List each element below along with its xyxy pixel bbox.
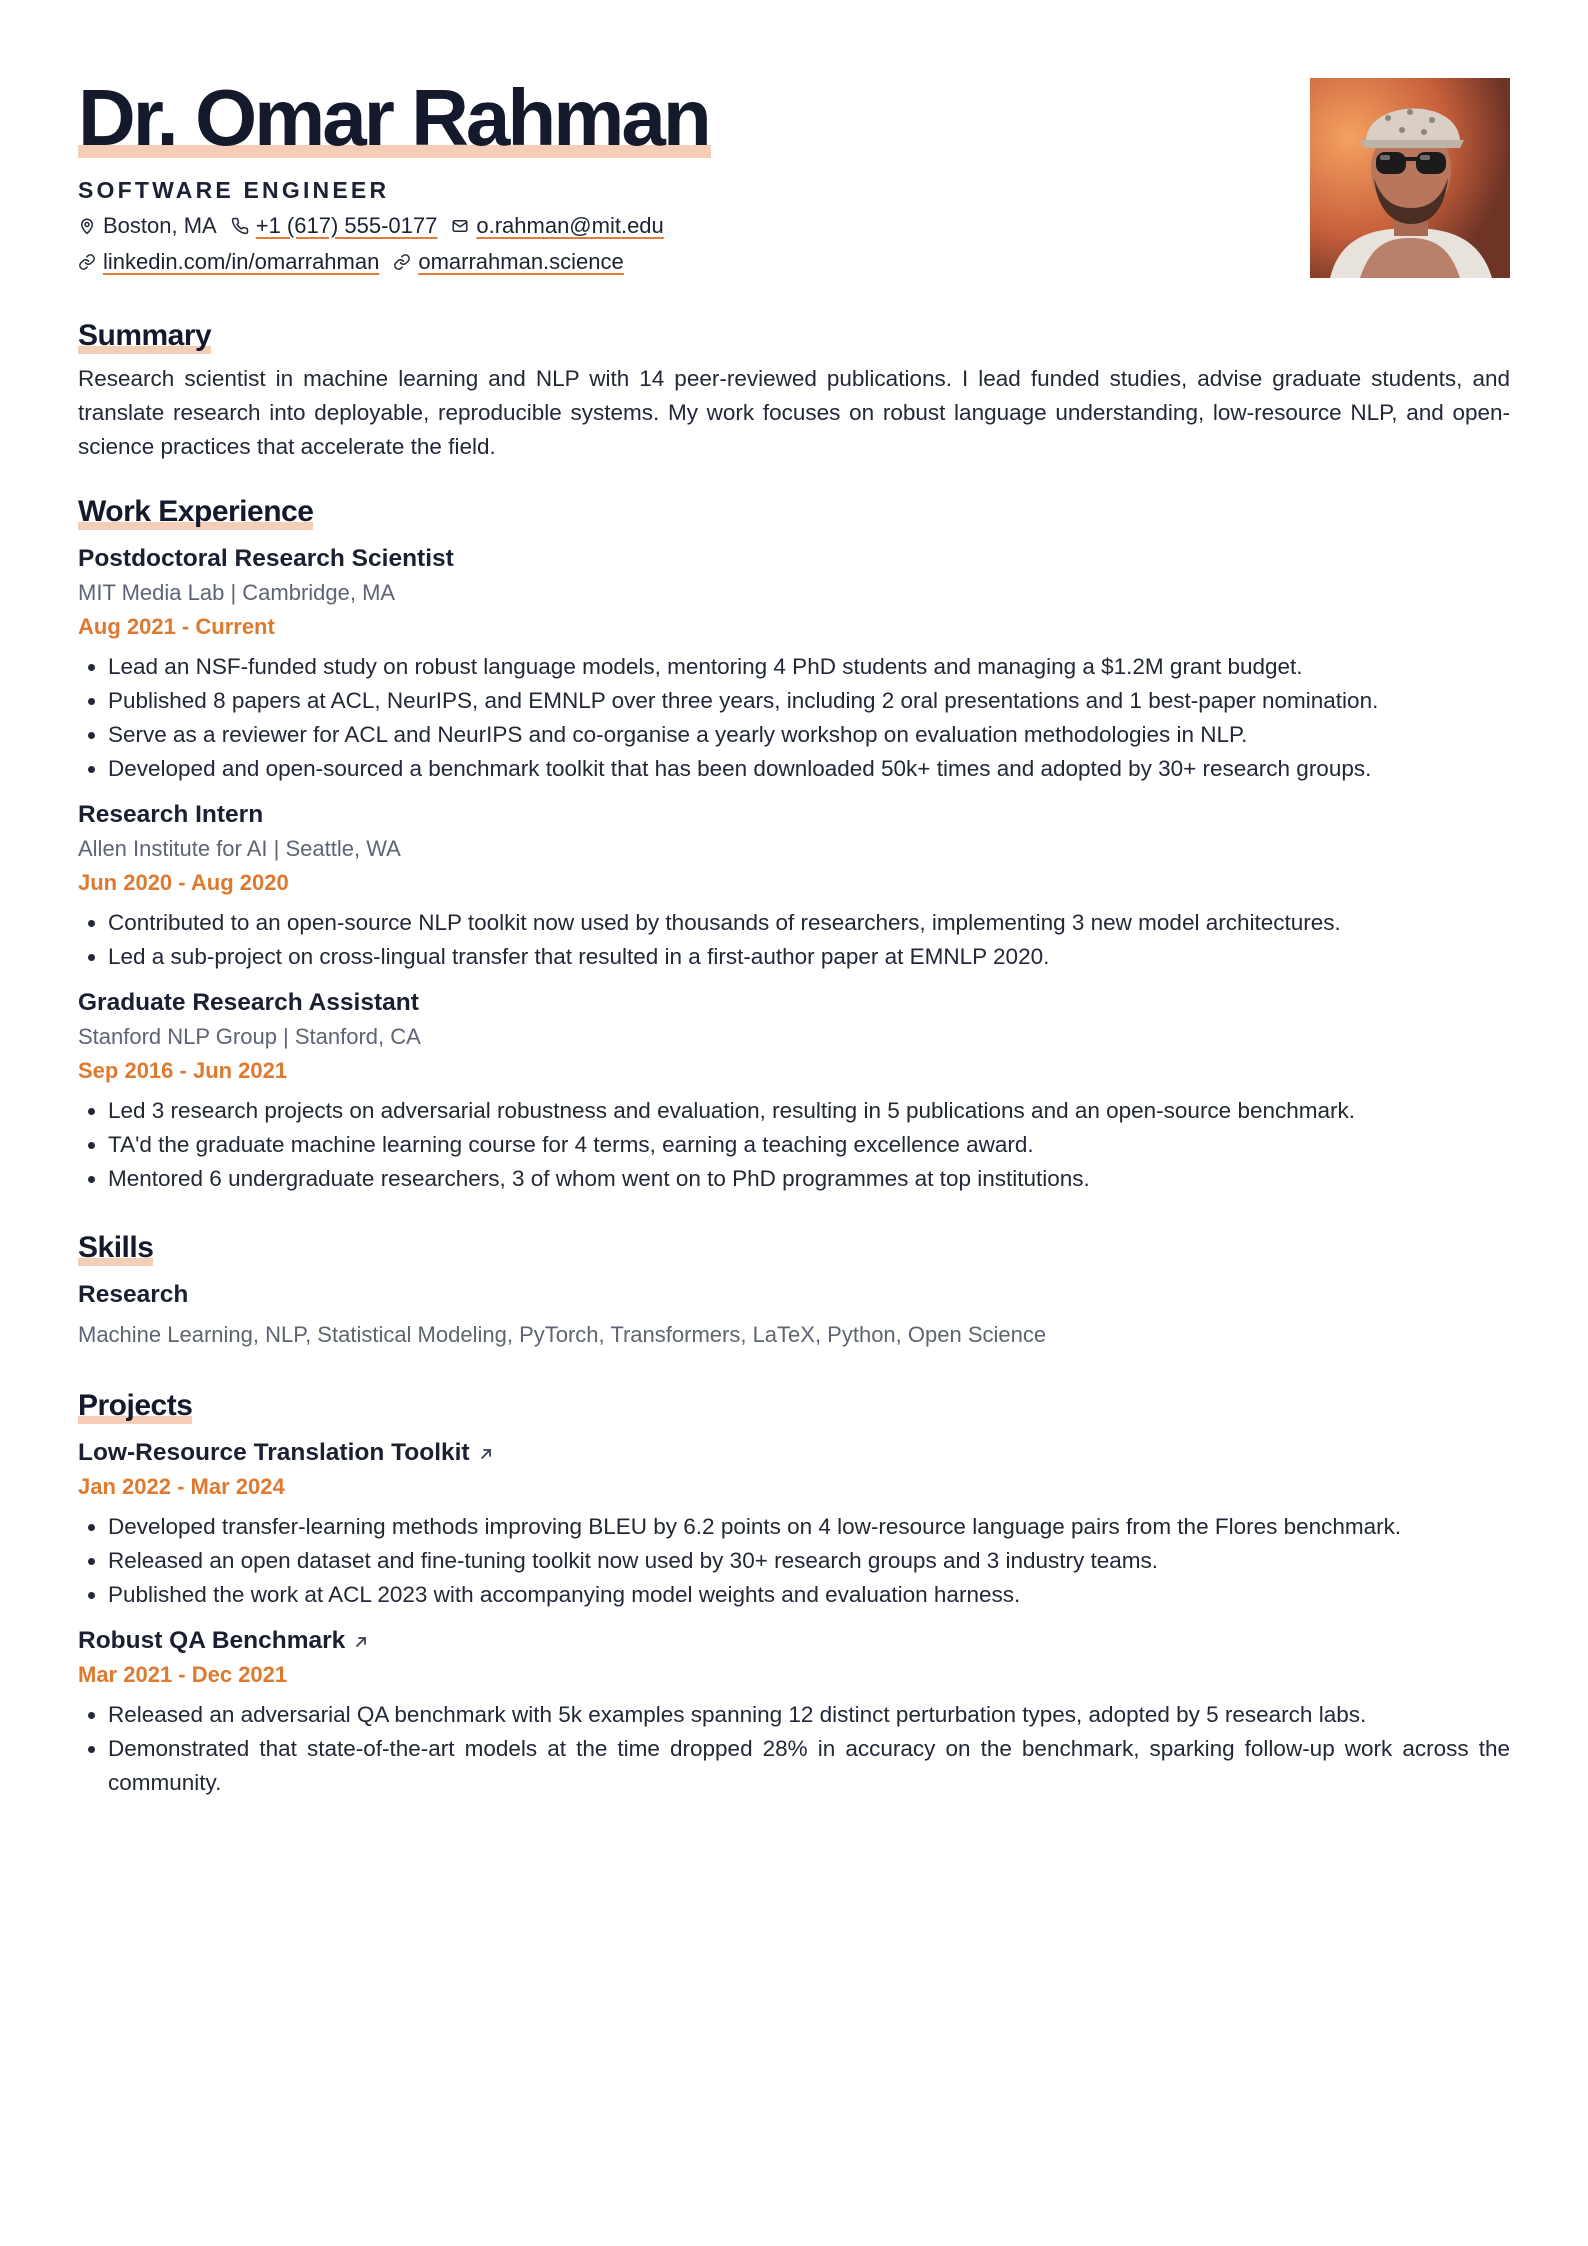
list-item: • Led a sub-project on cross-lingual transfer that resulted in a first-author paper at EMNLP 2020. xyxy=(108,940,1510,974)
project-dates: Mar 2021 - Dec 2021 xyxy=(78,1662,288,1687)
candidate-name: Dr. Omar Rahman xyxy=(78,73,709,162)
contact-phone[interactable] xyxy=(231,213,438,239)
job-org: Allen Institute for AI | Seattle, WA xyxy=(78,836,401,861)
portrait-illustration xyxy=(1310,78,1510,278)
job-dates: Jun 2020 - Aug 2020 xyxy=(78,870,289,895)
experience-section xyxy=(78,494,1510,1196)
location-text: Boston, MA xyxy=(103,213,217,238)
external-link-icon[interactable] xyxy=(478,1446,494,1462)
summary-section xyxy=(78,318,1510,464)
list-item: • Published the work at ACL 2023 with accompanying model weights and evaluation harness. xyxy=(108,1578,1510,1612)
job-bullets xyxy=(78,650,1510,786)
job-dates: Sep 2016 - Jun 2021 xyxy=(78,1058,288,1083)
map-pin-icon xyxy=(78,217,96,235)
list-item: • Released an adversarial QA benchmark with 5k examples spanning 12 distinct perturbation types, adopted by 5 research labs. xyxy=(108,1698,1510,1732)
project-entry xyxy=(78,1436,1510,1612)
contact-email[interactable] xyxy=(451,213,663,239)
linkedin-link[interactable]: linkedin.com/in/omarrahman xyxy=(103,249,380,274)
profile-photo xyxy=(1310,78,1510,278)
job-title: Graduate Research Assistant xyxy=(78,989,419,1016)
skills-heading: Skills xyxy=(78,1231,154,1264)
projects-heading: Projects xyxy=(78,1389,193,1422)
mail-icon xyxy=(451,217,469,235)
experience-entry xyxy=(78,542,1510,786)
job-title: Research Intern xyxy=(78,801,264,828)
list-item: • Contributed to an open-source NLP toolkit now used by thousands of researchers, implementing 3 new model architectures. xyxy=(108,906,1510,940)
contact-line-primary xyxy=(78,212,1510,240)
list-item: • Serve as a reviewer for ACL and NeurIPS and co-organise a yearly workshop on evaluation methodologies in NLP. xyxy=(108,718,1510,752)
project-dates: Jan 2022 - Mar 2024 xyxy=(78,1474,285,1499)
contact-location xyxy=(78,213,217,239)
summary-text: Research scientist in machine learning and NLP with 14 peer-reviewed publications. I lead funded studies, advise graduate students, and translate research into deployable, reproducible systems. My work focuses on robust language understanding, low-resource NLP, and open-science practices that accelerate the field. xyxy=(78,366,1510,459)
projects-section xyxy=(78,1388,1510,1800)
list-item: • Led 3 research projects on adversarial robustness and evaluation, resulting in 5 publications and an open-source benchmark. xyxy=(108,1094,1510,1128)
phone-link[interactable]: +1 (617) 555-0177 xyxy=(255,213,438,238)
job-org: Stanford NLP Group | Stanford, CA xyxy=(78,1024,421,1049)
list-item: • Developed and open-sourced a benchmark toolkit that has been downloaded 50k+ times and adopted by 30+ research groups. xyxy=(108,752,1510,786)
list-item: • Released an open dataset and fine-tuning toolkit now used by 30+ research groups and 3 industry teams. xyxy=(108,1544,1510,1578)
project-entry xyxy=(78,1624,1510,1800)
job-title: Postdoctoral Research Scientist xyxy=(78,545,454,572)
link-icon xyxy=(78,253,96,271)
project-name[interactable]: Robust QA Benchmark xyxy=(78,1627,346,1654)
experience-heading: Work Experience xyxy=(78,495,314,528)
skills-section xyxy=(78,1230,1510,1352)
summary-heading: Summary xyxy=(78,319,212,352)
job-bullets xyxy=(78,1094,1510,1196)
list-item: • Mentored 6 undergraduate researchers, 3 of whom went on to PhD programmes at top institutions. xyxy=(108,1162,1510,1196)
job-bullets xyxy=(78,906,1510,974)
list-item: • Demonstrated that state-of-the-art models at the time dropped 28% in accuracy on the benchmark, sparking follow-up work across the community. xyxy=(108,1732,1510,1800)
project-bullets xyxy=(78,1698,1510,1800)
resume-page xyxy=(78,70,1510,1800)
contact-website[interactable] xyxy=(393,249,623,275)
project-title[interactable] xyxy=(78,1436,1510,1470)
skill-list: Machine Learning, NLP, Statistical Modeling, PyTorch, Transformers, LaTeX, Python, Open Science xyxy=(78,1322,1047,1347)
list-item: • Published 8 papers at ACL, NeurIPS, and EMNLP over three years, including 2 oral presentations and 1 best-paper nomination. xyxy=(108,684,1510,718)
contact-line-secondary xyxy=(78,248,1510,276)
project-bullets xyxy=(78,1510,1510,1612)
project-name[interactable]: Low-Resource Translation Toolkit xyxy=(78,1439,470,1466)
resume-header xyxy=(78,70,1510,290)
experience-entry xyxy=(78,986,1510,1196)
contact-linkedin[interactable] xyxy=(78,249,379,275)
experience-entry xyxy=(78,798,1510,974)
job-org: MIT Media Lab | Cambridge, MA xyxy=(78,580,396,605)
link-icon xyxy=(393,253,411,271)
list-item: • Lead an NSF-funded study on robust language models, mentoring 4 PhD students and managing a $1.2M grant budget. xyxy=(108,650,1510,684)
candidate-role: SOFTWARE ENGINEER xyxy=(78,177,390,203)
website-link[interactable]: omarrahman.science xyxy=(418,249,624,274)
job-dates: Aug 2021 - Current xyxy=(78,614,275,639)
skill-category: Research xyxy=(78,1281,189,1308)
list-item: • TA'd the graduate machine learning course for 4 terms, earning a teaching excellence award. xyxy=(108,1128,1510,1162)
phone-icon xyxy=(231,217,249,235)
project-title[interactable] xyxy=(78,1624,1510,1658)
external-link-icon[interactable] xyxy=(353,1634,369,1650)
email-link[interactable]: o.rahman@mit.edu xyxy=(476,213,664,238)
list-item: • Developed transfer-learning methods improving BLEU by 6.2 points on 4 low-resource language pairs from the Flores benchmark. xyxy=(108,1510,1510,1544)
